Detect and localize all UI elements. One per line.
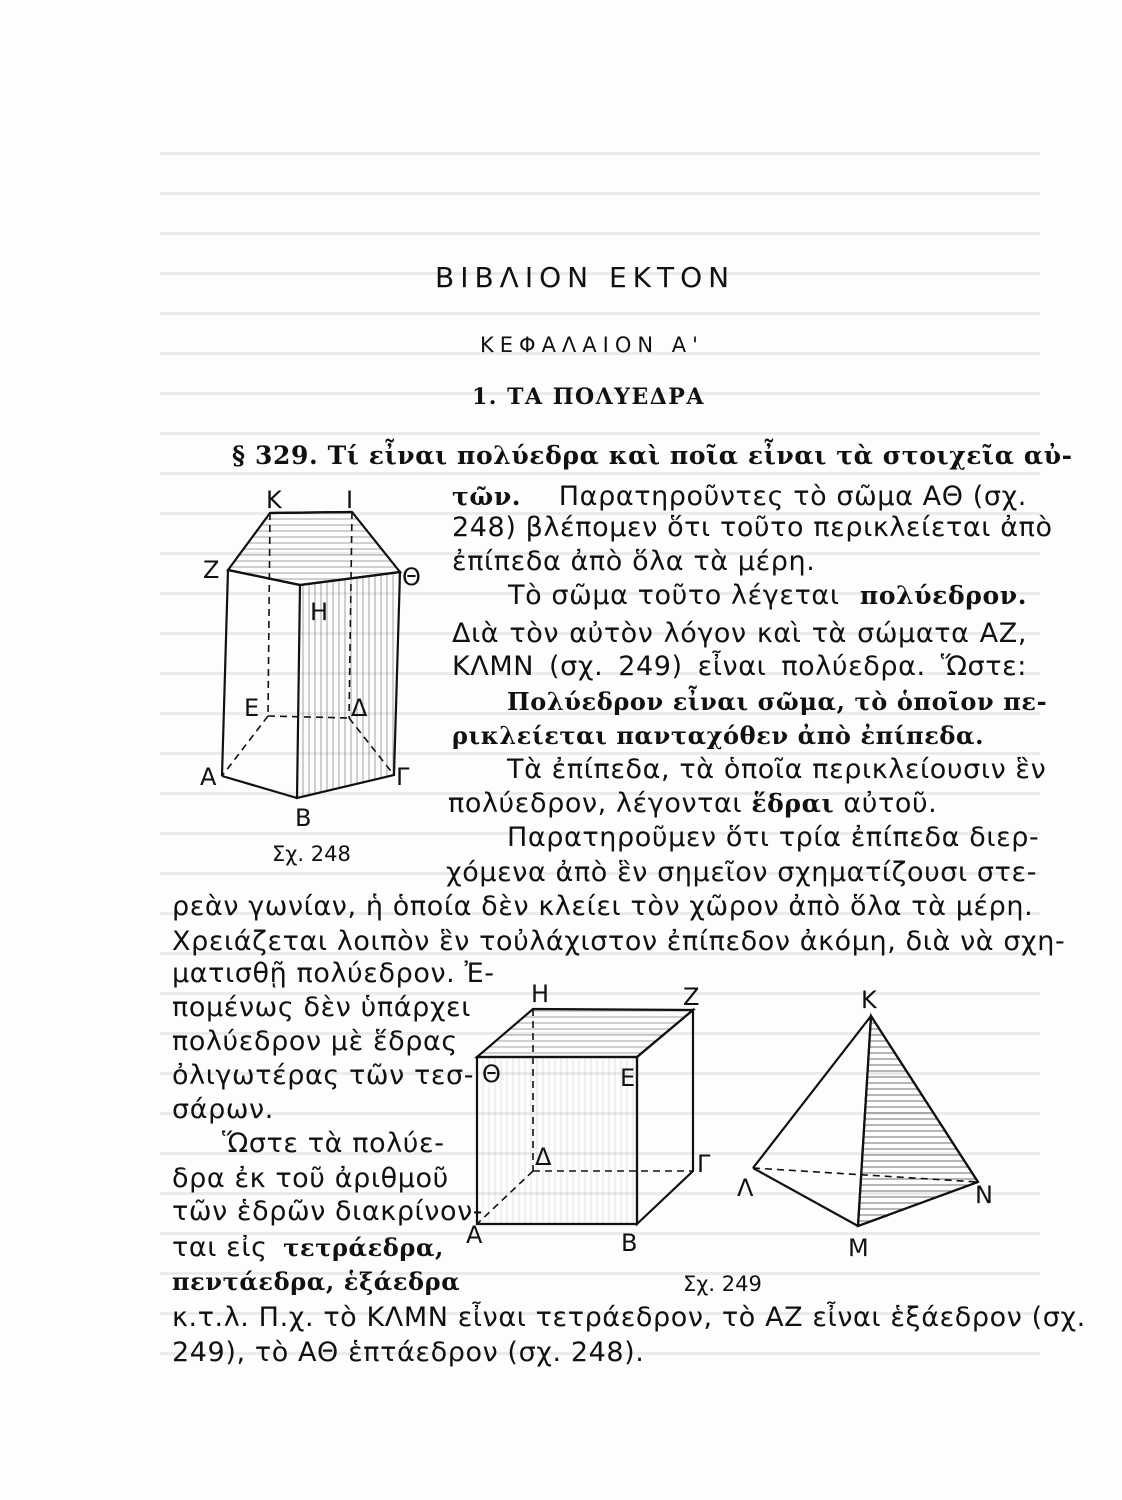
heading-continuation: τῶν. — [452, 482, 522, 511]
text-line: πομένως δὲν ὑπάρχει — [172, 992, 471, 1023]
text-line: σάρων. — [172, 1094, 274, 1125]
book-title: ΒΙΒΛΙΟΝ ΕΚΤΟΝ — [435, 261, 736, 294]
text-line: Ὥστε τὰ πολύε- — [222, 1128, 445, 1159]
text-line: πολύεδρον μὲ ἕδρας — [172, 1026, 458, 1057]
section-heading-line: § 329. Τί εἶναι πολύεδρα καὶ ποῖα εἶναι τὰ στοιχεῖα αὐ- — [232, 441, 1073, 470]
definition-line: Πολύεδρον εἶναι σῶμα, τὸ ὁποῖον πε- — [507, 687, 1048, 716]
text-line: ματισθῇ πολύεδρον. Ἐ- — [172, 958, 495, 989]
text-span: ται εἰς — [172, 1232, 268, 1263]
label-E: Ε — [244, 694, 260, 722]
text-line — [172, 1232, 444, 1264]
text-line: Παρατηροῦμεν ὅτι τρία ἐπίπεδα διερ- — [507, 822, 1040, 853]
text-span: Παρατηροῦντες τὸ σῶμα ΑΘ (σχ. — [558, 481, 1027, 512]
label-L: Λ — [737, 1174, 754, 1202]
text-line: 249), τὸ ΑΘ ἑπτάεδρον (σχ. 248). — [172, 1337, 645, 1368]
text-line: Διὰ τὸν αὐτὸν λόγον καὶ τὰ σώματα ΑΖ, — [452, 618, 1027, 649]
label-A: Α — [466, 1221, 483, 1249]
label-G: Γ — [396, 763, 410, 791]
label-H: Η — [531, 980, 550, 1008]
text-line: κ.τ.λ. Π.χ. τὸ ΚΛΜΝ εἶναι τετράεδρον, τὸ ΑΖ εἶναι ἑξάεδρον (σχ. — [172, 1302, 1086, 1333]
label-Z: Ζ — [683, 983, 700, 1011]
text-line — [452, 481, 1027, 513]
label-E: Ε — [620, 1064, 636, 1092]
label-K: Κ — [861, 986, 877, 1014]
text-line: χόμενα ἀπὸ ἓν σημεῖον σχηματίζουσι στε- — [446, 857, 1038, 888]
label-H: Η — [310, 598, 329, 626]
label-I: Ι — [346, 486, 354, 514]
label-B: Β — [295, 804, 312, 832]
label-Z: Ζ — [203, 556, 220, 584]
text-line: ρεὰν γωνίαν, ἡ ὁποία δὲν κλείει τὸν χῶρον ἀπὸ ὅλα τὰ μέρη. — [172, 891, 1034, 922]
label-Th: Θ — [482, 1060, 501, 1088]
text-line: τῶν ἑδρῶν διακρίνον- — [172, 1196, 484, 1227]
text-line: δρα ἐκ τοῦ ἀριθμοῦ — [172, 1163, 449, 1194]
text-line: ἐπίπεδα ἀπὸ ὅλα τὰ μέρη. — [452, 546, 816, 577]
label-A: Α — [200, 763, 217, 791]
label-G: Γ — [697, 1150, 711, 1178]
term-polyedron: πολύεδρον. — [859, 581, 1027, 610]
label-D: Δ — [351, 694, 368, 722]
caption-249: Σχ. 249 — [683, 1272, 762, 1296]
text-line: 248) βλέπομεν ὅτι τοῦτο περικλείεται ἀπὸ — [452, 512, 1053, 543]
label-D: Δ — [535, 1143, 552, 1171]
text-span: πολύεδρον, λέγονται — [448, 788, 743, 819]
label-N: Ν — [975, 1181, 993, 1209]
label-B: Β — [621, 1229, 638, 1257]
text-line: ΚΛΜΝ (σχ. 249) εἶναι πολύεδρα. Ὥστε: — [452, 651, 1027, 682]
text-line — [448, 788, 937, 820]
text-line: ὀλιγωτέρας τῶν τεσ- — [172, 1060, 475, 1091]
label-Th: Θ — [402, 563, 421, 591]
label-M: Μ — [848, 1234, 869, 1262]
term-line: πεντάεδρα, ἑξάεδρα — [172, 1267, 461, 1296]
chapter-title: ΚΕΦΑΛΑΙΟΝ Α' — [480, 333, 704, 357]
text-line — [508, 580, 1027, 612]
definition-line: ρικλείεται πανταχόθεν ἀπὸ ἐπίπεδα. — [452, 721, 985, 750]
text-line: Τὰ ἐπίπεδα, τὰ ὁποῖα περικλείουσιν ἓν — [507, 754, 1047, 785]
term-tetraedra: τετράεδρα, — [283, 1233, 444, 1262]
figure-248 — [190, 480, 440, 870]
figure-249 — [460, 975, 1020, 1305]
label-K: Κ — [266, 486, 282, 514]
text-line: Χρειάζεται λοιπὸν ἓν τοὐλάχιστον ἐπίπεδον ἀκόμη, διὰ νὰ σχη- — [172, 926, 1066, 957]
text-span: Τὸ σῶμα τοῦτο λέγεται — [508, 580, 840, 611]
text-span: αὐτοῦ. — [843, 788, 938, 819]
term-edrai: ἕδραι — [751, 789, 835, 818]
caption-248: Σχ. 248 — [272, 842, 351, 866]
section-title: 1. ΤΑ ΠΟΛΥΕΔΡΑ — [472, 384, 705, 410]
